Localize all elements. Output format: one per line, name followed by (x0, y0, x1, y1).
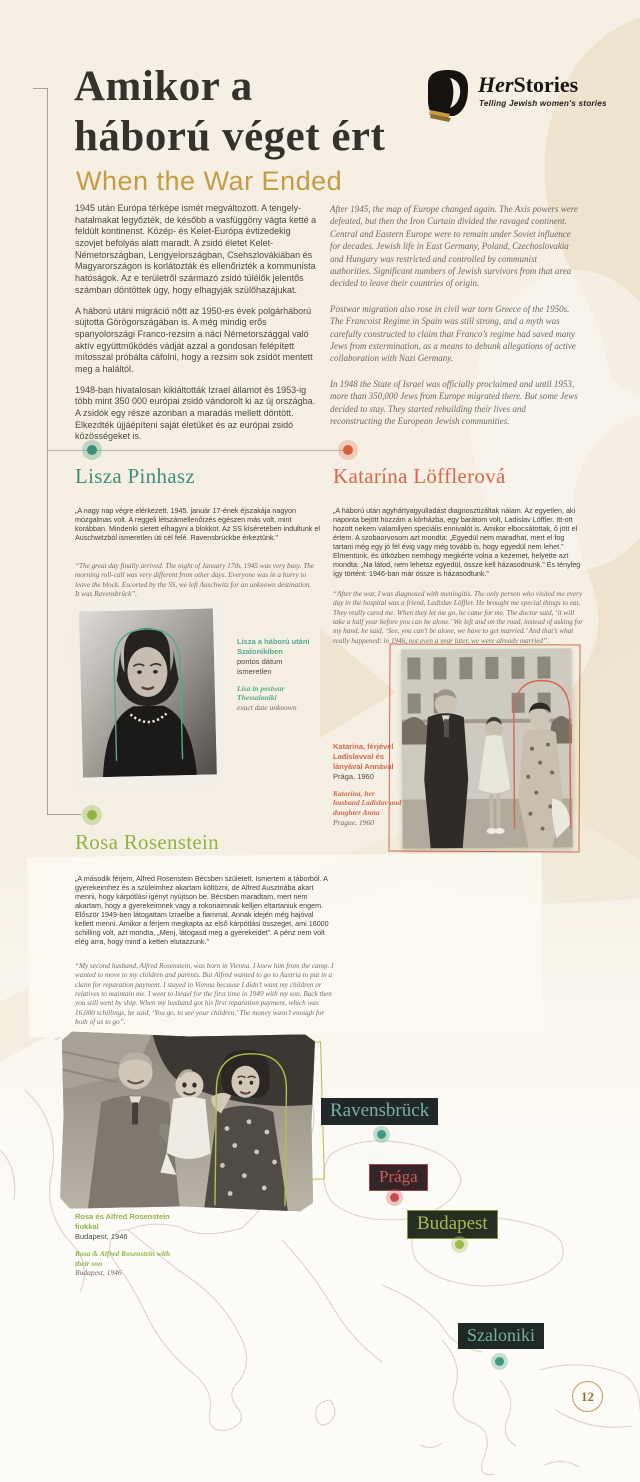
lisza-quote-english: “The great day finally arrived. The night of January 17th, 1945 was very busy. The morning roll-call was very different from other days. Everyone was in a hurry to leave the block. Escorted by the SS, we left Auschwitz for an unknown destination. It was Ravensbrück”. (75, 562, 315, 599)
section-heading-lisza: Lisza Pinhasz (75, 464, 195, 488)
rosa-quote-hungarian: „A második férjem, Alfred Rosenstein Bécsben született. Ismertem a táborból. A gyerekeimhez és a szüleimhez akartam költözni, de Alfred Ausztriába akart menni, hogy kárpótlási igényt nyújtson be. Bécsben maradtam, mert nem akartam, hogy a gyerekeimnek vagy a rokonaimnak kelljen eltartaniuk engem. Először 1949-ben látogattam Izraelbe a fiammal. Annak idején még hajóval kellett menni. Amikor a férjem megkapta az első kárpótlási összeget, ami 16000 schilling volt, azt mondta, „Menj, látogasd meg a gyerekeidet”. A pénz nem volt elég arra, hogy mind a ketten elutazzunk.” (75, 874, 329, 947)
intro-english-column (330, 203, 578, 441)
page-title-line1: Amikor a (74, 63, 253, 110)
caption-en-bold: Lisa in postwar Thessaloniki (237, 683, 285, 703)
map-marker-ravensbruck (377, 1130, 386, 1139)
page-title-line2: háború véget ért (74, 113, 386, 161)
logo-word-her: Her (478, 72, 514, 97)
logo-word-stories: Stories (513, 72, 579, 97)
page-number: 12 (581, 1388, 594, 1404)
lisza-portrait-photo (70, 599, 227, 793)
woman-silhouette-book-icon (424, 70, 472, 122)
map-marker-budapest (455, 1240, 464, 1249)
section-heading-rosa: Rosa Rosenstein (75, 830, 219, 854)
caption-en-sub: Prague, 1960 (333, 818, 374, 828)
section-heading-katarina: Katarína Löfflerová (333, 464, 506, 488)
caption-hu-bold: Rosa és Alfred Rosenstein fiukkal (75, 1212, 170, 1231)
rosa-photo-caption (75, 1212, 185, 1278)
map-label-szaloniki: Szaloniki (458, 1323, 544, 1349)
lisza-photo-caption (237, 637, 317, 713)
page-number-badge (572, 1381, 603, 1412)
intro-hungarian-column (75, 203, 319, 452)
timeline-vertical-line (47, 88, 48, 815)
caption-hu-sub: pontos dátum ismeretlen (237, 656, 283, 676)
katarina-photo-caption (333, 742, 403, 828)
katarina-family-photo (401, 648, 572, 848)
map-label-budapest: Budapest (407, 1210, 498, 1239)
logo-tagline: Telling Jewish women's stories (479, 99, 607, 108)
caption-en-sub: Budapest, 1946 (75, 1268, 122, 1278)
caption-hu-bold: Katarína, férjével Ladislavval és lányával Annával (333, 742, 394, 771)
map-label-praga: Prága (369, 1164, 428, 1191)
timeline-dot-katarina (343, 445, 353, 455)
page-subtitle: When the War Ended (76, 166, 343, 196)
katarina-quote-hungarian: „A háború után agyhártyagyulladást diagnosztizáltak nálam. Az egyetlen, aki naponta bejött hozzám a kórházba, egy barátom volt, Ladislav Löffler. Itt-ott hozott nekem valamilyen speciális ennivalót is. Amikor elbocsátottak, ő jött el értem. A szobaorvosom azt mondta: „Egyedül nem maradhat, mert el fog tartani még egy jó fél évig vagy még tovább is, hogy egyedül nem lehet.” Elmentünk, és útközben nemhogy megkérte volna a kezemet, helyette azt mondta: „Na látod, nem lehetsz egyedül, össze kell házasodnunk.” És tényleg így történt: 1946-ban már össze is házasodtunk.” (333, 506, 581, 579)
caption-en-bold: Katarína, her husband Ladislav and daughter Anna (333, 788, 402, 818)
caption-hu-bold: Lisza a háború utáni Szalonikiben (237, 637, 310, 656)
timeline-top-tick (33, 88, 48, 89)
timeline-elbow-line (47, 814, 81, 815)
map-marker-szaloniki (495, 1357, 504, 1366)
map-marker-praga (390, 1193, 399, 1202)
katarina-quote-english: “After the war, I was diagnosed with meningitis. The only person who visited me every day in the hospital was a friend, Ladislav Löffler. He brought me special things to eat. They really cured me. When they let me go, he came for me. The doctor said, ‘it will take a half year before you can be alone.’ We left and on the road, instead of asking for my hand, he said, ‘See, you can’t be alone, we have to get married.’ And that’s what really happened: in 1946, not even a year later, we were already married”. (333, 590, 583, 645)
intro-en-paragraph: After 1945, the map of Europe changed again. The Axis powers were defeated, but then the Iron Curtain divided the ravaged continent. Central and Eastern Europe were to remain under Soviet influence for decades. Jewish life in East Germany, Poland, Czechoslovakia and Hungary was restricted and controlled by communist authorities. Significant numbers of Jewish survivors from that area decided to leave their countries of origin. (330, 204, 578, 289)
intro-hu-paragraph: A háború utáni migráció nőtt az 1950-es évek polgárháború sújtotta Görögországában is. A még mindig erős spanyolországi Franco-rezsim a náci Németországgal való aktív együttműködés vádját azzal a gondosan felépített mítosszal próbálta cáfolni, hogy a rezsim sok zsidót mentett meg a haláltól. (75, 305, 313, 374)
caption-en-bold: Rosa & Alfred Rosenstein with their son (75, 1248, 171, 1268)
lisza-quote-hungarian: „A nagy nap végre elérkezett. 1945. január 17-ének éjszakája nagyon mozgalmas volt. A reggeli létszámellenőrzés egészen más volt, mint korábban. Mindenki sietett elhagyni a blokkot. Az SS kíséretében indultunk el Auschwitzból ismeretlen úti cél felé. Ravensbrückbe érkeztünk.” (75, 506, 320, 543)
rosa-family-photo (60, 1031, 315, 1211)
intro-en-paragraph: Postwar migration also rose in civil war torn Greece of the 1950s. The Francoist Regime in Spain was still strong, and a myth was carefully constructed to claim that Franco’s regime had saved many Jews from extermination, as a means to debunk allegations of active collaboration with Nazi Germany. (330, 303, 576, 364)
caption-hu-sub: Budapest, 1946 (75, 1231, 128, 1241)
intro-en-paragraph: In 1948 the State of Israel was officially proclaimed and until 1953, more than 350,000 Jews from Europe migrated there. But some Jews decided to stay. They started rebuilding their lives and reconstructing the European Jewish communities. (330, 378, 578, 427)
page-title (74, 62, 385, 163)
timeline-dot-rosa (87, 810, 97, 820)
caption-hu-sub: Prága, 1960 (333, 771, 374, 781)
intro-hu-paragraph: 1948-ban hivatalosan kikiáltották Izrael államot és 1953-ig több mint 350 000 európai zsidó vándorolt ki az új országba. A zsidók egy része azonban a maradás mellett döntött. Elkezdték újjáépíteni saját életüket és az európai zsidó közösségeket is. (75, 384, 316, 442)
map-label-ravensbruck: Ravensbrück (321, 1098, 438, 1125)
intro-hu-paragraph: 1945 után Európa térképe ismét megváltozott. A tengely-hatalmakat legyőzték, de később a vasfüggöny vágta ketté a feldúlt kontinenst. Közép- és Kelet-Európa évtizedekig szovjet befolyás alatt maradt. A zsidó életet Kelet-Németországban, Lengyelországban, Csehszlovákiában és Magyarországon is korlátozták és ellenőrizték a kommunista hatóságok. Az e területről származó zsidó túlélők jelentős számban döntöttek úgy, hogy elhagyják szülőhazájukat. (75, 203, 317, 295)
herstories-logo (424, 70, 614, 122)
caption-en-sub: exact date unknown (237, 703, 297, 713)
rosa-quote-english: “My second husband, Alfred Rosenstein, was born in Vienna. I knew him from the camp. I wanted to move to my children and parents. But Alfred wanted to go to Austria to put in a claim for reparation payment. I stayed in Vienna because I didn’t want my children or relatives to maintain me. I went to Israel for the first time in 1949 with my son. Back then you still went by ship. When my husband got his first reparation payment, which was 16,000 schillings, he said, ‘You go, to see your children.’ The money wasn’t enough for both of us to go”. (75, 962, 334, 1027)
